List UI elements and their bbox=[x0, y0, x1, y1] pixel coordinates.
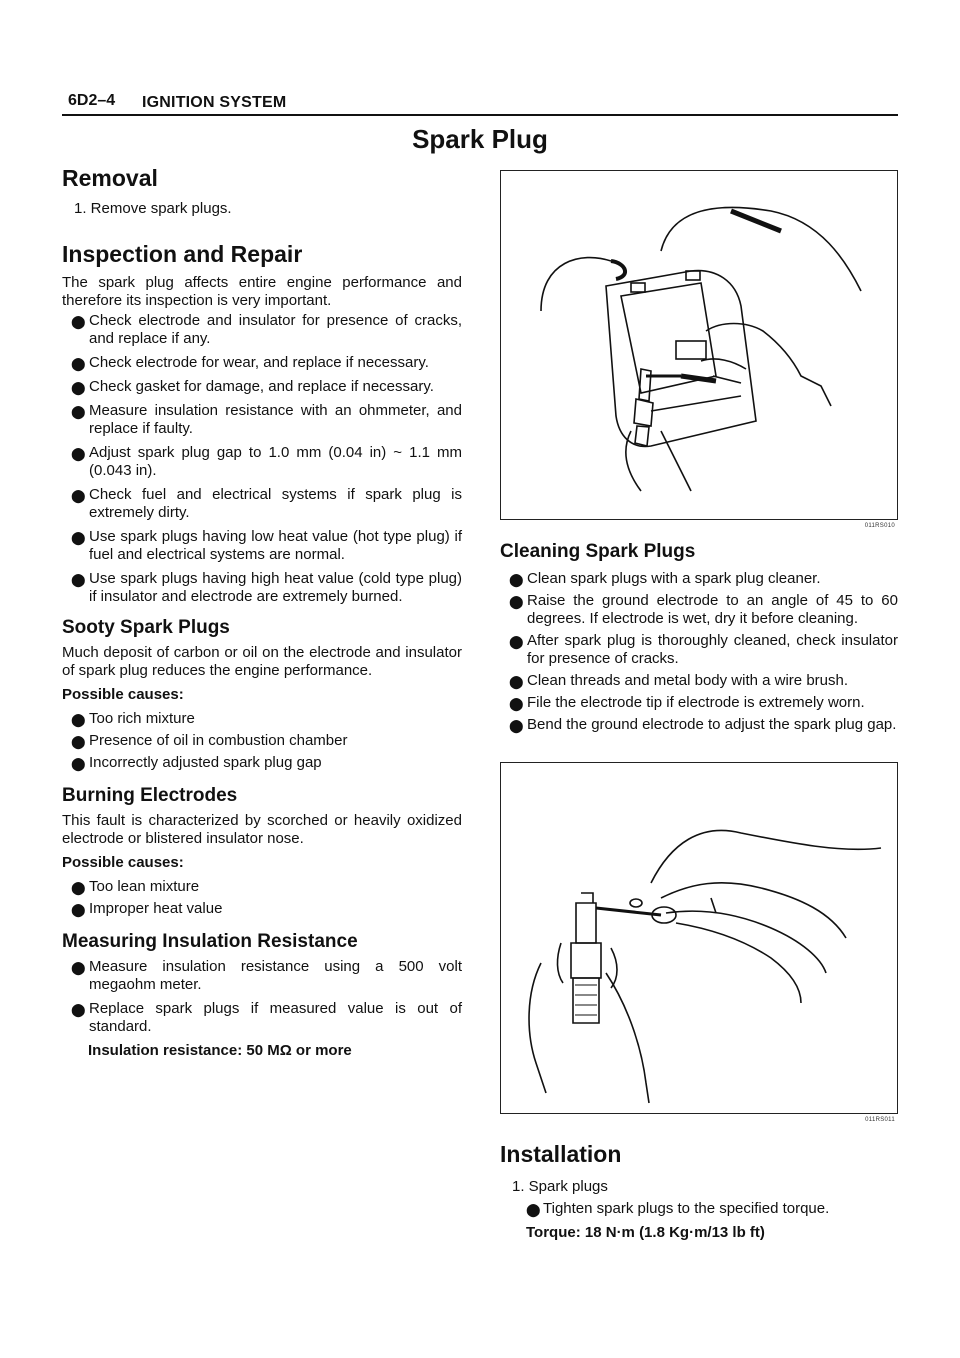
list-item: ⬤ Improper heat value bbox=[71, 900, 223, 917]
spark-plug-illustration bbox=[501, 763, 897, 1113]
cleaning-heading: Cleaning Spark Plugs bbox=[500, 541, 696, 562]
removal-heading: Removal bbox=[62, 165, 158, 191]
list-item: ⬤ Measure insulation resistance with an ohmmeter, and replace if faulty. bbox=[71, 402, 462, 437]
bullet-icon: ⬤ bbox=[71, 572, 86, 587]
bullet-icon: ⬤ bbox=[509, 696, 524, 711]
bullet-icon: ⬤ bbox=[509, 594, 524, 609]
bullet-icon: ⬤ bbox=[71, 734, 86, 749]
insulation-spec: Insulation resistance: 50 MΩ or more bbox=[88, 1042, 352, 1059]
bullet-icon: ⬤ bbox=[509, 674, 524, 689]
page-title: Spark Plug bbox=[412, 124, 548, 154]
bullet-icon: ⬤ bbox=[509, 572, 524, 587]
list-item: ⬤ Check electrode and insulator for presence of cracks, and replace if any. bbox=[71, 312, 462, 347]
bullet-icon: ⬤ bbox=[71, 1002, 86, 1017]
list-item: ⬤ Tighten spark plugs to the specified torque. bbox=[526, 1200, 830, 1217]
left-column bbox=[62, 164, 462, 1060]
figure-code: 011RS011 bbox=[865, 1117, 895, 1123]
list-item: ⬤ Adjust spark plug gap to 1.0 mm (0.04 in) ~ 1.1 mm (0.043 in). bbox=[71, 444, 462, 479]
right-column bbox=[500, 540, 898, 734]
list-item: ⬤ Too rich mixture bbox=[71, 710, 195, 727]
bullet-icon: ⬤ bbox=[509, 718, 524, 733]
sooty-causes-label: Possible causes: bbox=[62, 686, 184, 703]
sooty-intro: Much deposit of carbon or oil on the electrode and insulator of spark plug reduces the engine performance. bbox=[62, 644, 462, 679]
list-item: ⬤ File the electrode tip if electrode is extremely worn. bbox=[509, 694, 865, 711]
list-item: ⬤ Check gasket for damage, and replace if necessary. bbox=[71, 378, 434, 395]
list-item: ⬤ Incorrectly adjusted spark plug gap bbox=[71, 754, 322, 771]
burning-intro: This fault is characterized by scorched or heavily oxidized electrode or blistered insulator nose. bbox=[62, 812, 462, 847]
inspection-list bbox=[62, 312, 462, 606]
list-item: ⬤ After spark plug is thoroughly cleaned, check insulator for presence of cracks. bbox=[509, 632, 898, 667]
list-item: ⬤ Raise the ground electrode to an angle of 45 to 60 degrees. If electrode is wet, dry it before cleaning. bbox=[509, 592, 898, 627]
installation-section bbox=[500, 1140, 898, 1242]
section-title: IGNITION SYSTEM bbox=[142, 94, 287, 111]
list-item: ⬤ Use spark plugs having low heat value (hot type plug) if fuel and electrical systems are normal. bbox=[71, 528, 462, 563]
list-item: ⬤ Bend the ground electrode to adjust the spark plug gap. bbox=[509, 716, 897, 733]
bullet-icon: ⬤ bbox=[509, 634, 524, 649]
bullet-icon: ⬤ bbox=[71, 356, 86, 371]
burning-heading: Burning Electrodes bbox=[62, 785, 238, 806]
bullet-icon: ⬤ bbox=[71, 960, 86, 975]
list-item: ⬤ Presence of oil in combustion chamber bbox=[71, 732, 348, 749]
list-item: ⬤ Replace spark plugs if measured value is out of standard. bbox=[71, 1000, 462, 1035]
list-item: ⬤ Clean spark plugs with a spark plug cleaner. bbox=[509, 570, 821, 587]
bullet-icon: ⬤ bbox=[71, 380, 86, 395]
page-number: 6D2–4 bbox=[68, 92, 116, 109]
list-item: ⬤ Too lean mixture bbox=[71, 878, 200, 895]
bullet-icon: ⬤ bbox=[71, 880, 86, 895]
bullet-icon: ⬤ bbox=[71, 712, 86, 727]
torque-spec: Torque: 18 N·m (1.8 Kg·m/13 lb ft) bbox=[526, 1224, 765, 1241]
bullet-icon: ⬤ bbox=[71, 314, 86, 329]
bullet-icon: ⬤ bbox=[71, 404, 86, 419]
bullet-icon: ⬤ bbox=[71, 756, 86, 771]
inspection-heading: Inspection and Repair bbox=[62, 241, 303, 267]
measuring-heading: Measuring Insulation Resistance bbox=[62, 931, 358, 952]
list-item: ⬤ Use spark plugs having high heat value (cold type plug) if insulator and electrode are extremely burned. bbox=[71, 570, 462, 605]
inspection-intro: The spark plug affects entire engine performance and therefore its inspection is very important. bbox=[62, 274, 462, 309]
ohmmeter-illustration bbox=[501, 171, 897, 519]
list-item: ⬤ Measure insulation resistance using a 500 volt megaohm meter. bbox=[71, 958, 462, 993]
list-item: ⬤ Check electrode for wear, and replace if necessary. bbox=[71, 354, 429, 371]
removal-step-1: 1. Remove spark plugs. bbox=[74, 200, 232, 217]
bullet-icon: ⬤ bbox=[71, 446, 86, 461]
figure-code: 011RS010 bbox=[864, 523, 895, 529]
bullet-icon: ⬤ bbox=[526, 1202, 541, 1217]
installation-heading: Installation bbox=[500, 1141, 622, 1167]
bullet-icon: ⬤ bbox=[71, 530, 86, 545]
sooty-heading: Sooty Spark Plugs bbox=[62, 617, 230, 638]
header-rule bbox=[62, 114, 898, 116]
bullet-icon: ⬤ bbox=[71, 902, 86, 917]
figure-spark-plug-gap bbox=[500, 762, 898, 1123]
burning-causes-label: Possible causes: bbox=[62, 854, 184, 871]
list-item: ⬤ Clean threads and metal body with a wire brush. bbox=[509, 672, 849, 689]
installation-step-1: 1. Spark plugs bbox=[512, 1178, 608, 1195]
bullet-icon: ⬤ bbox=[71, 488, 86, 503]
figure-ohmmeter bbox=[500, 170, 898, 529]
list-item: ⬤ Check fuel and electrical systems if spark plug is extremely dirty. bbox=[71, 486, 462, 521]
